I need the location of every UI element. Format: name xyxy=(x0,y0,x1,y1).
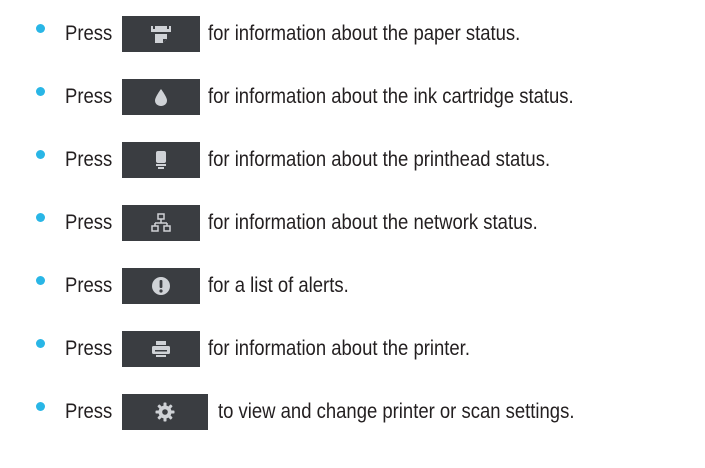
bullet xyxy=(36,150,45,159)
printhead-status-button[interactable] xyxy=(122,142,200,178)
press-label: Press xyxy=(65,400,113,423)
item-description: for information about the network status. xyxy=(208,211,538,234)
item-description: to view and change printer or scan settings. xyxy=(218,400,575,423)
press-label: Press xyxy=(65,22,113,45)
bullet xyxy=(36,24,45,33)
press-label: Press xyxy=(65,148,113,171)
bullet xyxy=(36,402,45,411)
list-item-printhead xyxy=(0,142,705,178)
alert-icon xyxy=(150,275,172,297)
bullet xyxy=(36,339,45,348)
ink-drop-icon xyxy=(150,86,172,108)
press-label: Press xyxy=(65,211,113,234)
item-description: for information about the printer. xyxy=(208,337,470,360)
item-description: for information about the paper status. xyxy=(208,22,521,45)
press-label: Press xyxy=(65,85,113,108)
network-icon xyxy=(150,212,172,234)
item-description: for a list of alerts. xyxy=(208,274,349,297)
list-item-ink xyxy=(0,79,705,115)
paper-status-button[interactable] xyxy=(122,16,200,52)
list-item-network xyxy=(0,205,705,241)
settings-button[interactable] xyxy=(122,394,208,430)
press-label: Press xyxy=(65,274,113,297)
list-item-paper xyxy=(0,16,705,52)
bullet xyxy=(36,276,45,285)
item-description: for information about the printhead status. xyxy=(208,148,551,171)
ink-status-button[interactable] xyxy=(122,79,200,115)
bullet xyxy=(36,213,45,222)
alerts-button[interactable] xyxy=(122,268,200,304)
network-status-button[interactable] xyxy=(122,205,200,241)
item-description: for information about the ink cartridge status. xyxy=(208,85,574,108)
press-label: Press xyxy=(65,337,113,360)
list-item-printer xyxy=(0,331,705,367)
list-item-settings xyxy=(0,394,705,430)
bullet xyxy=(36,87,45,96)
printer-icon xyxy=(150,338,172,360)
printer-info-button[interactable] xyxy=(122,331,200,367)
gear-icon xyxy=(154,401,176,423)
paper-tray-icon xyxy=(150,23,172,45)
printhead-icon xyxy=(150,149,172,171)
list-item-alerts xyxy=(0,268,705,304)
